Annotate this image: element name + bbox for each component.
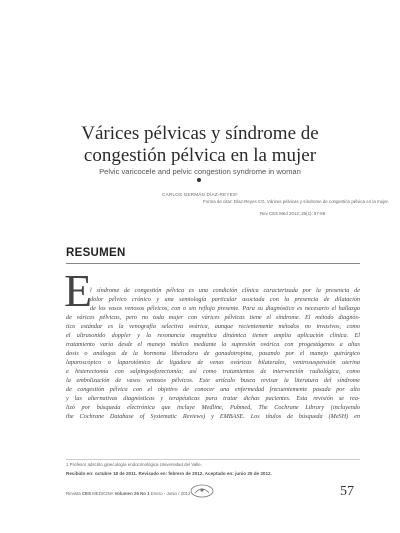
abstract-line: tico estándar es la venografía selectiva ovárica, aunque recientemente métodos no invasivos, como: [66, 323, 360, 330]
abstract-line: the Cochrane Database of Systematic Reviews) y EMBASE. Los títulos de búsqueda (MeSH) en: [66, 413, 360, 420]
title-line-2: congestión pélvica en la mujer: [83, 145, 317, 166]
separator-bullet: [197, 178, 201, 182]
abstract-heading: RESUMEN: [66, 247, 126, 259]
journal-ces: CES: [81, 491, 91, 496]
drop-cap: E: [64, 265, 93, 316]
citation-line-2: Rev CES Med 2012; 26(1): 57-69: [260, 211, 326, 216]
author-name: CARLOS GERMÁN DÍAZ-REYES¹: [162, 192, 238, 197]
heading-rule: [66, 263, 360, 264]
abstract-line: lizó por búsqueda electrónica que incluye Medline, Pubmed, The Cochrane Library (incluyendo: [66, 404, 360, 411]
abstract-line: el ultrasonido doppler y la resonancia magnética dinámica tienen amplia aplicación clínica. El: [66, 332, 360, 339]
abstract-line: l síndrome de congestión pélvica es una condición clínica caracterizada por la presencia de: [90, 287, 360, 294]
abstract-line: de congestión pélvica con el objetivo de conocer una enfermedad frecuentemente pasada por alto: [66, 386, 360, 393]
journal-volume: Volumen 26 No 1: [114, 491, 150, 496]
article-title: [0, 123, 400, 167]
abstract-line: dosis o análogos de la hormona liberadora de gonadotropina, pasando por el manejo quirúrgico: [66, 350, 360, 357]
abstract-line: tratamiento varía desde el manejo médico mediante la supresión ovárica con progestágenos a altas: [66, 341, 360, 348]
journal-prefix: Revista: [66, 491, 82, 496]
citation-line-1: Forma de citar: Díaz-Reyes CG. Várices pélvicas y síndrome de congestión pélvica en la mujer.: [203, 199, 389, 204]
abstract-line: y las alternativas diagnósticas y terapéuticas para tratar dichas pacientes. Esta revisión se rea-: [66, 395, 360, 402]
journal-info: [66, 491, 190, 496]
journal-date: Enero - Junio / 2012: [149, 491, 191, 496]
received-dates: Recibido en: octubre 18 de 2011. Revisado en: febrero de 2012. Aceptado en: junio 25 de 2012.: [66, 471, 272, 476]
title-line-1: Várices pélvicas y síndrome de: [81, 123, 319, 144]
journal-medicina: MEDICINA: [90, 491, 115, 496]
page-number: 57: [340, 484, 354, 499]
footnote: 1 Profesor adscrito ginecología endocrinológica Universidad del Valle.: [66, 462, 202, 467]
footnote-rule: [66, 459, 360, 460]
abstract-line: e histerectomía con salpingooforectomía; así como tratamientos de intervención radiológica, como: [66, 368, 360, 375]
journal-logo-icon: [190, 484, 214, 498]
abstract-line: de los vasos venosos pélvicos, con o sin reflujo presente. Para su diagnóstico es necesario el hallazgo: [90, 305, 360, 312]
abstract-line: laparoscópico o laparotómico de ligadura de venas ováricas bilaterales, ventrosuspensión uterina: [66, 359, 360, 366]
abstract-line: de várices pélvicas, pero no toda mujer con várices pélvicas tiene el síndrome. El método diagnós-: [66, 314, 360, 321]
abstract-line: la embolización de vasos venosos pélvicos. Este artículo busca revisar la literatura del síndrome: [66, 377, 360, 384]
abstract-line: dolor pélvico crónico y una semiología particular asociada con la presencia de dilatación: [90, 296, 360, 303]
article-subtitle: Pelvic varicocele and pelvic congestion syndrome in woman: [99, 167, 301, 176]
